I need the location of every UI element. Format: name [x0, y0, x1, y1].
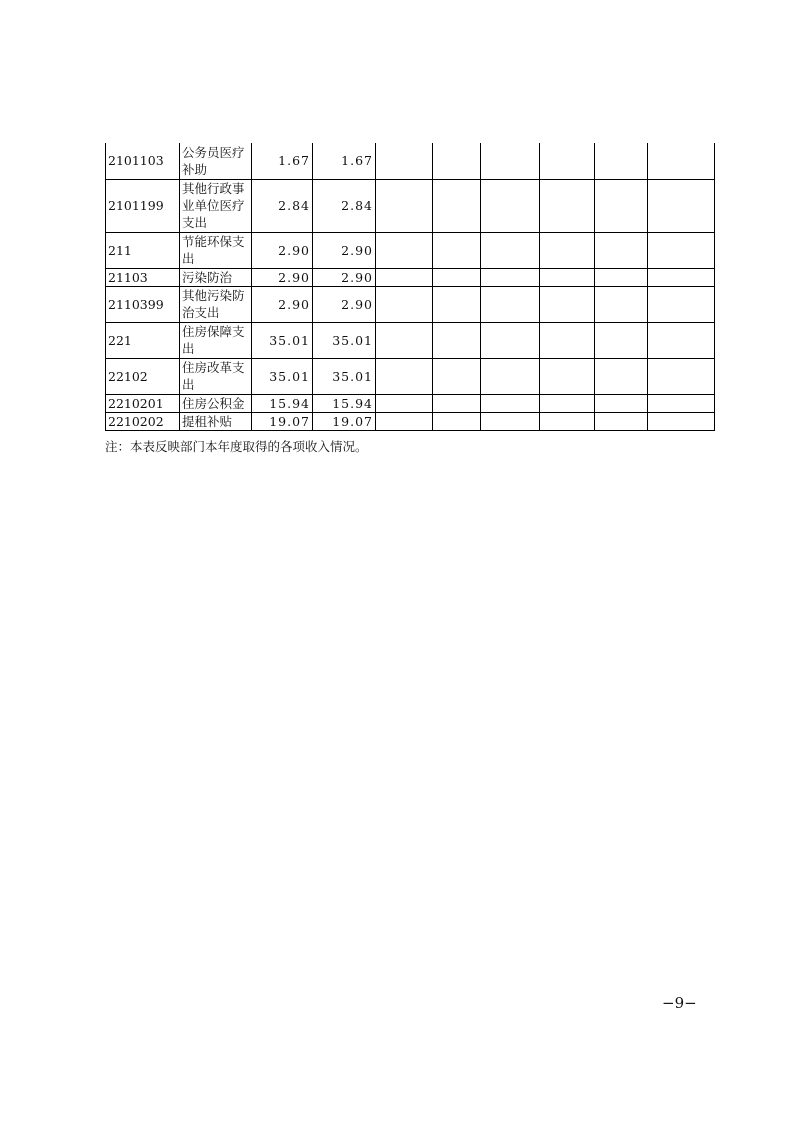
- subject-name-cell: 其他行政事业单位医疗支出: [180, 179, 252, 232]
- table-row: [106, 412, 715, 430]
- subject-name-cell: 污染防治: [180, 268, 252, 286]
- empty-cell: [481, 232, 540, 268]
- subject-name-cell: 节能环保支出: [180, 232, 252, 268]
- empty-cell: [481, 358, 540, 394]
- empty-cell: [648, 394, 715, 412]
- empty-cell: [540, 268, 595, 286]
- code-cell: 2210201: [106, 394, 180, 412]
- table-row: [106, 268, 715, 286]
- empty-cell: [376, 268, 433, 286]
- empty-cell: [648, 358, 715, 394]
- empty-cell: [433, 412, 481, 430]
- code-cell: 21103: [106, 268, 180, 286]
- empty-cell: [595, 322, 648, 358]
- subject-name-cell: 住房公积金: [180, 394, 252, 412]
- empty-cell: [433, 179, 481, 232]
- empty-cell: [595, 232, 648, 268]
- empty-cell: [648, 322, 715, 358]
- budget-amount-cell: 19.07: [313, 412, 376, 430]
- empty-cell: [376, 179, 433, 232]
- subject-name-cell: 其他污染防治支出: [180, 286, 252, 322]
- empty-cell: [376, 286, 433, 322]
- empty-cell: [433, 358, 481, 394]
- total-amount-cell: 2.84: [252, 179, 313, 232]
- empty-cell: [648, 143, 715, 179]
- total-amount-cell: 2.90: [252, 232, 313, 268]
- table-note: 注：本表反映部门本年度取得的各项收入情况。: [105, 439, 368, 454]
- code-cell: 211: [106, 232, 180, 268]
- empty-cell: [481, 286, 540, 322]
- empty-cell: [648, 232, 715, 268]
- table-row: [106, 143, 715, 179]
- empty-cell: [648, 412, 715, 430]
- empty-cell: [648, 179, 715, 232]
- budget-amount-cell: 2.90: [313, 286, 376, 322]
- empty-cell: [376, 394, 433, 412]
- empty-cell: [376, 322, 433, 358]
- empty-cell: [540, 394, 595, 412]
- budget-amount-cell: 2.90: [313, 268, 376, 286]
- empty-cell: [433, 232, 481, 268]
- code-cell: 2210202: [106, 412, 180, 430]
- table-row: [106, 358, 715, 394]
- empty-cell: [433, 394, 481, 412]
- empty-cell: [481, 179, 540, 232]
- budget-amount-cell: 35.01: [313, 358, 376, 394]
- budget-amount-cell: 15.94: [313, 394, 376, 412]
- empty-cell: [433, 143, 481, 179]
- budget-amount-cell: 2.90: [313, 232, 376, 268]
- empty-cell: [595, 286, 648, 322]
- empty-cell: [648, 268, 715, 286]
- total-amount-cell: 1.67: [252, 143, 313, 179]
- total-amount-cell: 2.90: [252, 268, 313, 286]
- total-amount-cell: 35.01: [252, 358, 313, 394]
- empty-cell: [595, 179, 648, 232]
- empty-cell: [595, 412, 648, 430]
- code-cell: 2110399: [106, 286, 180, 322]
- empty-cell: [481, 268, 540, 286]
- total-amount-cell: 19.07: [252, 412, 313, 430]
- empty-cell: [595, 268, 648, 286]
- total-amount-cell: 15.94: [252, 394, 313, 412]
- page-number: −9−: [662, 994, 697, 1012]
- empty-cell: [540, 143, 595, 179]
- empty-cell: [481, 412, 540, 430]
- total-amount-cell: 35.01: [252, 322, 313, 358]
- empty-cell: [433, 286, 481, 322]
- subject-name-cell: 住房改革支出: [180, 358, 252, 394]
- table-body: [106, 143, 715, 430]
- empty-cell: [376, 143, 433, 179]
- code-cell: 22102: [106, 358, 180, 394]
- table-row: [106, 322, 715, 358]
- empty-cell: [540, 232, 595, 268]
- budget-amount-cell: 1.67: [313, 143, 376, 179]
- subject-name-cell: 住房保障支出: [180, 322, 252, 358]
- empty-cell: [540, 322, 595, 358]
- table-row: [106, 179, 715, 232]
- empty-cell: [540, 286, 595, 322]
- table-row: [106, 394, 715, 412]
- subject-name-cell: 公务员医疗补助: [180, 143, 252, 179]
- empty-cell: [481, 143, 540, 179]
- empty-cell: [595, 143, 648, 179]
- income-table: [105, 143, 715, 431]
- budget-amount-cell: 35.01: [313, 322, 376, 358]
- empty-cell: [540, 412, 595, 430]
- empty-cell: [540, 179, 595, 232]
- empty-cell: [481, 322, 540, 358]
- empty-cell: [648, 286, 715, 322]
- empty-cell: [433, 322, 481, 358]
- code-cell: 221: [106, 322, 180, 358]
- table-row: [106, 286, 715, 322]
- code-cell: 2101199: [106, 179, 180, 232]
- empty-cell: [481, 394, 540, 412]
- empty-cell: [540, 358, 595, 394]
- empty-cell: [376, 412, 433, 430]
- empty-cell: [595, 358, 648, 394]
- empty-cell: [376, 232, 433, 268]
- total-amount-cell: 2.90: [252, 286, 313, 322]
- subject-name-cell: 提租补贴: [180, 412, 252, 430]
- empty-cell: [376, 358, 433, 394]
- empty-cell: [595, 394, 648, 412]
- table-row: [106, 232, 715, 268]
- code-cell: 2101103: [106, 143, 180, 179]
- budget-amount-cell: 2.84: [313, 179, 376, 232]
- empty-cell: [433, 268, 481, 286]
